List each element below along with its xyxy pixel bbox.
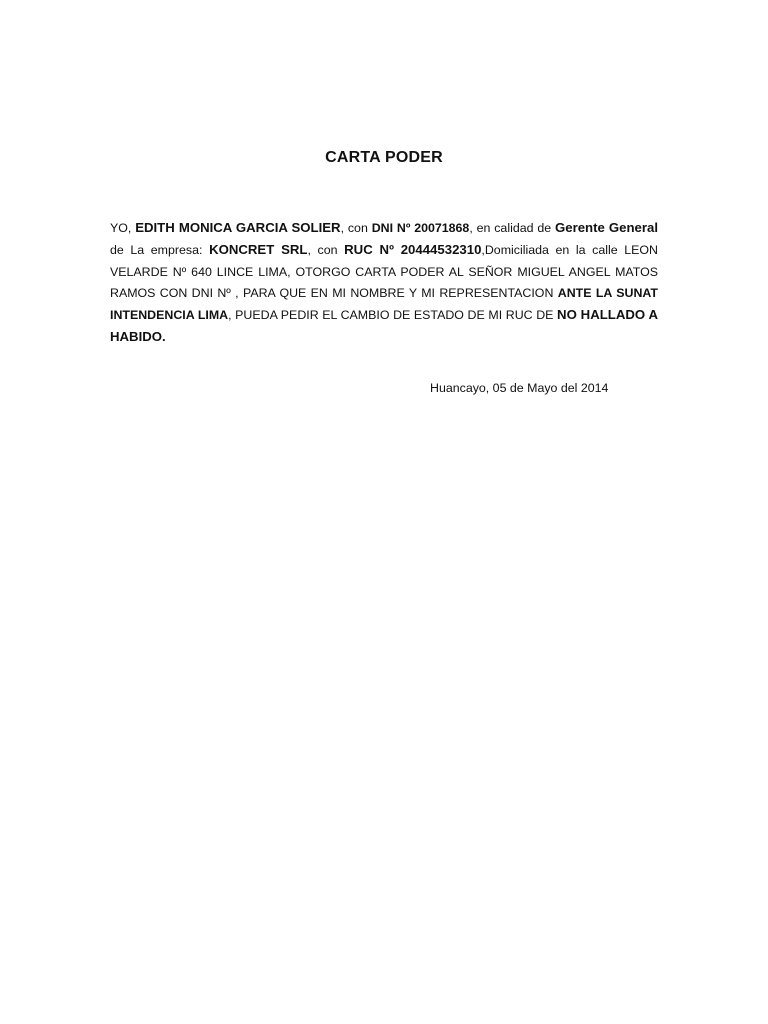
target-entity: ANTE LA SUNAT INTENDENCIA LIMA [110, 285, 658, 323]
body-text-3: , en calidad de [469, 221, 555, 235]
document-body [110, 217, 658, 349]
grantor-dni: DNI Nº 20071868 [371, 221, 470, 235]
status-change: NO HALLADO A HABIDO [110, 307, 658, 345]
company-ruc: RUC Nº 20444532310 [344, 242, 482, 258]
body-text-6: ,Domiciliada en la calle LEON VELARDE Nº 640 LINCE LIMA, OTORGO CARTA PODER AL SEÑOR MIGUEL ANGEL MATOS RAMOS CON DNI Nº , PARA QUE EN MI NOMBRE Y MI REPRESENTACION [110, 243, 658, 300]
body-text-8: . [162, 329, 166, 345]
body-text-5: , con [307, 243, 345, 258]
body-text-4: de La empresa: [110, 243, 210, 258]
grantor-name: EDITH MONICA GARCIA SOLIER [135, 220, 341, 235]
body-text-2: , con [340, 221, 372, 235]
company-name: KONCRET SRL [209, 242, 308, 258]
grantor-role: Gerente General [554, 220, 659, 235]
body-text-1: YO, [110, 221, 136, 235]
document-title: CARTA PODER [325, 149, 443, 166]
body-text-7: , PUEDA PEDIR EL CAMBIO DE ESTADO DE MI RUC DE [228, 308, 558, 323]
document-date: Huancayo, 05 de Mayo del 2014 [430, 381, 609, 395]
